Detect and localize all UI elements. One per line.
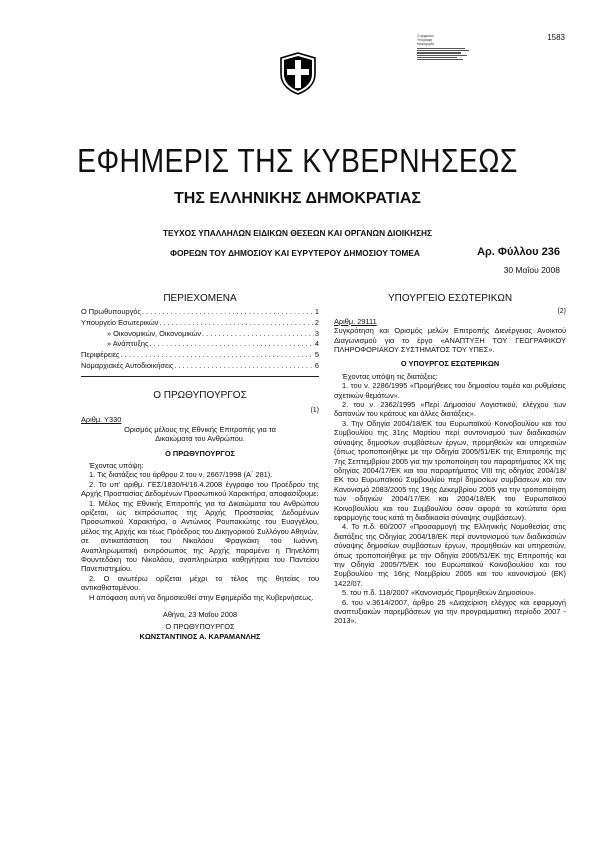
toc-row — [81, 361, 319, 372]
toc-row — [81, 329, 319, 340]
decision-title: Ορισμός μέλους της Εθνικής Επιτροπής για τα Δικαιώματα του Ανθρώπου. — [124, 424, 276, 444]
series-line-1: ΤΕΥΧΟΣ ΥΠΑΛΛΗΛΩΝ ΕΙΔΙΚΩΝ ΘΕΣΕΩΝ ΚΑΙ ΟΡΓΑΝΩΝ ΔΙΟΙΚΗΣΗΣ — [162, 228, 433, 238]
toc-page: 2 — [314, 318, 319, 328]
decision-authority: Ο ΠΡΩΘΥΠΟΥΡΓΟΣ — [165, 448, 235, 458]
paragraph: Η απόφαση αυτή να δημοσιευθεί στην Εφημερίδα της Κυβερνήσεως. — [89, 592, 314, 602]
series-line-2: ΦΟΡΕΩΝ ΤΟΥ ΔΗΜΟΣΙΟΥ ΚΑΙ ΕΥΡΥΤΕΡΟΥ ΔΗΜΟΣΙΟΥ ΤΟΜΕΑ — [170, 248, 420, 258]
section-heading: ΥΠΟΥΡΓΕΙΟ ΕΣΩΤΕΡΙΚΩΝ — [387, 293, 513, 304]
table-of-contents — [81, 307, 319, 371]
digital-signature-stamp — [417, 34, 477, 61]
toc-page: 3 — [314, 328, 319, 338]
toc-page: 1 — [314, 307, 319, 317]
gazette-title: ΕΦΗΜΕΡΙΣ ΤΗΣ ΚΥΒΕΡΝΗΣΕΩΣ — [77, 142, 518, 179]
paragraph: Έχοντας υπόψη τις διατάξεις: — [342, 371, 438, 381]
decision-number-tag: (1) — [310, 406, 319, 414]
paragraph: Έχοντας υπόψη: — [89, 460, 144, 470]
paragraph: 3. Την Οδηγία 2004/18/ΕΚ του Ευρωπαϊκού Κοινοβουλίου και του Συμβουλίου της 31ης Μαρτίου περί συντονισμού των διαδικασιών σύναψης δημοσίων συμβάσεων έργων, προμηθειών και υπηρεσιών (όπως τροποποιήθηκε με την Οδηγία 2005/51/ΕΚ της Επιτροπής της 7ης Σεπτεμβρίου 2005 για την τροποποίηση του παραρτήματος ΧΧ της οδηγίας 2004/17/ΕΚ και του παραρτήματος VIII της οδηγίας 2004/18/ΕΚ του Ευρωπαϊκού Συμβουλίου περί δημοσίων συμβάσεων και τον Κανονισμό 2083/2005 της 19ης Δεκεμβρίου 2005 για την τροποποίηση των οδηγιών 2004/17/ΕΚ και 2004/18/ΕΚ του Ευρωπαϊκού Κοινοβουλίου και του Συμβουλίου όσον αφορά τα κατώτατα όρια εφαρμογής τους κατά τη διαδικασία σύναψης συμβάσεων). — [334, 418, 566, 522]
left-column — [81, 294, 319, 641]
paragraph: 1. του ν. 2286/1995 «Προμήθειες του δημοσίου τομέα και ρυθμίσεις σχετικών θεμάτων». — [334, 381, 566, 400]
paragraph: 2. Ο ανωτέρω ορίζεται μέχρι το τέλος της θητείας του αντικαθισταμένου. — [81, 573, 319, 593]
signature-place-date: Αθήνα, 23 Μαΐου 2008 — [162, 610, 238, 620]
issue-number: Αρ. Φύλλου 236 — [477, 246, 560, 258]
toc-label: » Οικονομικών, Οικονομικών — [107, 328, 202, 338]
toc-heading: ΠΕΡΙΕΧΟΜΕΝΑ — [163, 293, 237, 304]
toc-label: Νομαρχιακές Αυτοδιοικήσεις — [81, 360, 174, 370]
toc-page: 4 — [314, 339, 319, 349]
toc-label: » Ανάπτυξης — [107, 339, 149, 349]
toc-label: Ο Πρωθυπουργός — [81, 307, 141, 317]
paragraph: 4. Το π.δ. 60/2007 «Προσαρμογή της Ελληνικής Νομοθεσίας στις διατάξεις της Οδηγίας 2004/18/ΕΚ περί συντονισμού των διαδικασιών σύναψης δημοσίων συμβάσεων έργων, προμηθειών και υπηρεσιών, όπως τροποποιήθηκε με την Οδηγία 2005/51/ΕΚ της Επιτροπής και την Οδηγία 2005/75/ΕΚ του Ευρωπαϊκού Κοινοβουλίου και του Συμβουλίου της 16ης Νοεμβρίου 2005 και του κανονισμού (ΕΚ) 1422/07. — [334, 522, 566, 588]
greek-emblem-icon — [278, 52, 318, 95]
toc-page: 5 — [314, 350, 319, 360]
toc-label: Περιφέρειες — [81, 350, 120, 360]
divider — [81, 376, 319, 377]
paragraph: 1. Μέλος της Εθνικής Επιτροπής για τα Δικαιώματα του Ανθρώπου ορίζεται, ως εκπρόσωπος της Αρχής Προστασίας Δεδομένων Προσωπικού Χαρακτήρα, ο Αντώνιος Ρουπακιώτης του Ευαγγέλου, μέλος της Αρχής και τέως Πρόεδρος του Δικηγορικού Συλλόγου Αθηνών, σε αντικατάσταση του Νικολάου Φραγκάκη του Ιωάννη. Αναπληρωματική εκπρόσωπος της Αρχής παραμένει η Πηνελόπη Φουντεδάκη του Νικολάου, αναπληρώτρια καθηγήτρια του Παντείου Πανεπιστημίου. — [81, 498, 319, 574]
toc-row — [81, 307, 319, 318]
issue-date: 30 Μαΐου 2008 — [503, 265, 560, 275]
right-column — [334, 294, 566, 626]
paragraph: 5. του π.δ. 118/2007 «Κανονισμός Προμηθειών Δημοσίου». — [342, 588, 536, 598]
decision-title: Συγκρότηση και Ορισμός μελών Επιτροπής Διενέργειας Ανοικτού Διαγωνισμού για το έργο «ΑΝΑΠΤΥΞΗ ΤΟΥ ΓΕΩΓΡΑΦΙΚΟΥ ΠΛΗΡΟΦΟΡΙΑΚΟΥ ΣΥΣΤΗΜΑΤΟΣ ΤΟΥ ΥΠΕΣ». — [334, 326, 566, 355]
decision-number: Αριθμ. 29111 — [334, 316, 377, 326]
stamp-line: Υπογραφή — [417, 38, 433, 43]
stamp-line: Ημερομηνία — [417, 42, 434, 47]
section-heading: Ο ΠΡΩΘΥΠΟΥΡΓΟΣ — [153, 389, 247, 401]
paragraph: 6. του ν.3614/2007, άρθρο 25 «Διαχείριση ελέγχος και εφαρμογή αναπτυξιακών παρεμβάσεων για την προγραμματική περίοδο 2007 - 2013». — [334, 597, 566, 626]
toc-page: 6 — [314, 360, 319, 370]
signature-role: Ο ΠΡΩΘΥΠΟΥΡΓΟΣ — [165, 622, 235, 632]
toc-row — [81, 339, 319, 350]
stamp-line: Ο ψηφιακός — [417, 34, 434, 38]
paragraph: 1. Τις διατάξεις του άρθρου 2 του ν. 2667/1998 (Α΄ 281). — [89, 470, 273, 480]
signature-name: ΚΩΝΣΤΑΝΤΙΝΟΣ Α. ΚΑΡΑΜΑΝΛΗΣ — [139, 631, 261, 641]
paragraph: 2. του ν. 2362/1995 «Περί Δημοσίου Λογιστικού, ελέγχου των δαπανών του κράτους και άλλες διατάξεις». — [334, 400, 566, 419]
toc-row — [81, 350, 319, 361]
page-number: 1583 — [547, 33, 565, 42]
paragraph: 2. Το υπ' αριθμ. ΓΕΣ/1830/Η/16.4.2008 έγγραφο του Προέδρου της Αρχής Προστασίας Δεδομένων Προσωπικού Χαρακτήρα, αποφασίζουμε: — [81, 479, 319, 499]
toc-label: Υπουργείο Εσωτερικών — [81, 318, 159, 328]
decision-number-tag: (2) — [557, 308, 566, 316]
gazette-subtitle: ΤΗΣ ΕΛΛΗΝΙΚΗΣ ΔΗΜΟΚΡΑΤΙΑΣ — [174, 190, 421, 207]
toc-row — [81, 318, 319, 329]
decision-number: Αριθμ. Υ330 — [81, 415, 122, 425]
decision-authority: Ο ΥΠΟΥΡΓΟΣ ΕΣΩΤΕΡΙΚΩΝ — [400, 359, 500, 369]
